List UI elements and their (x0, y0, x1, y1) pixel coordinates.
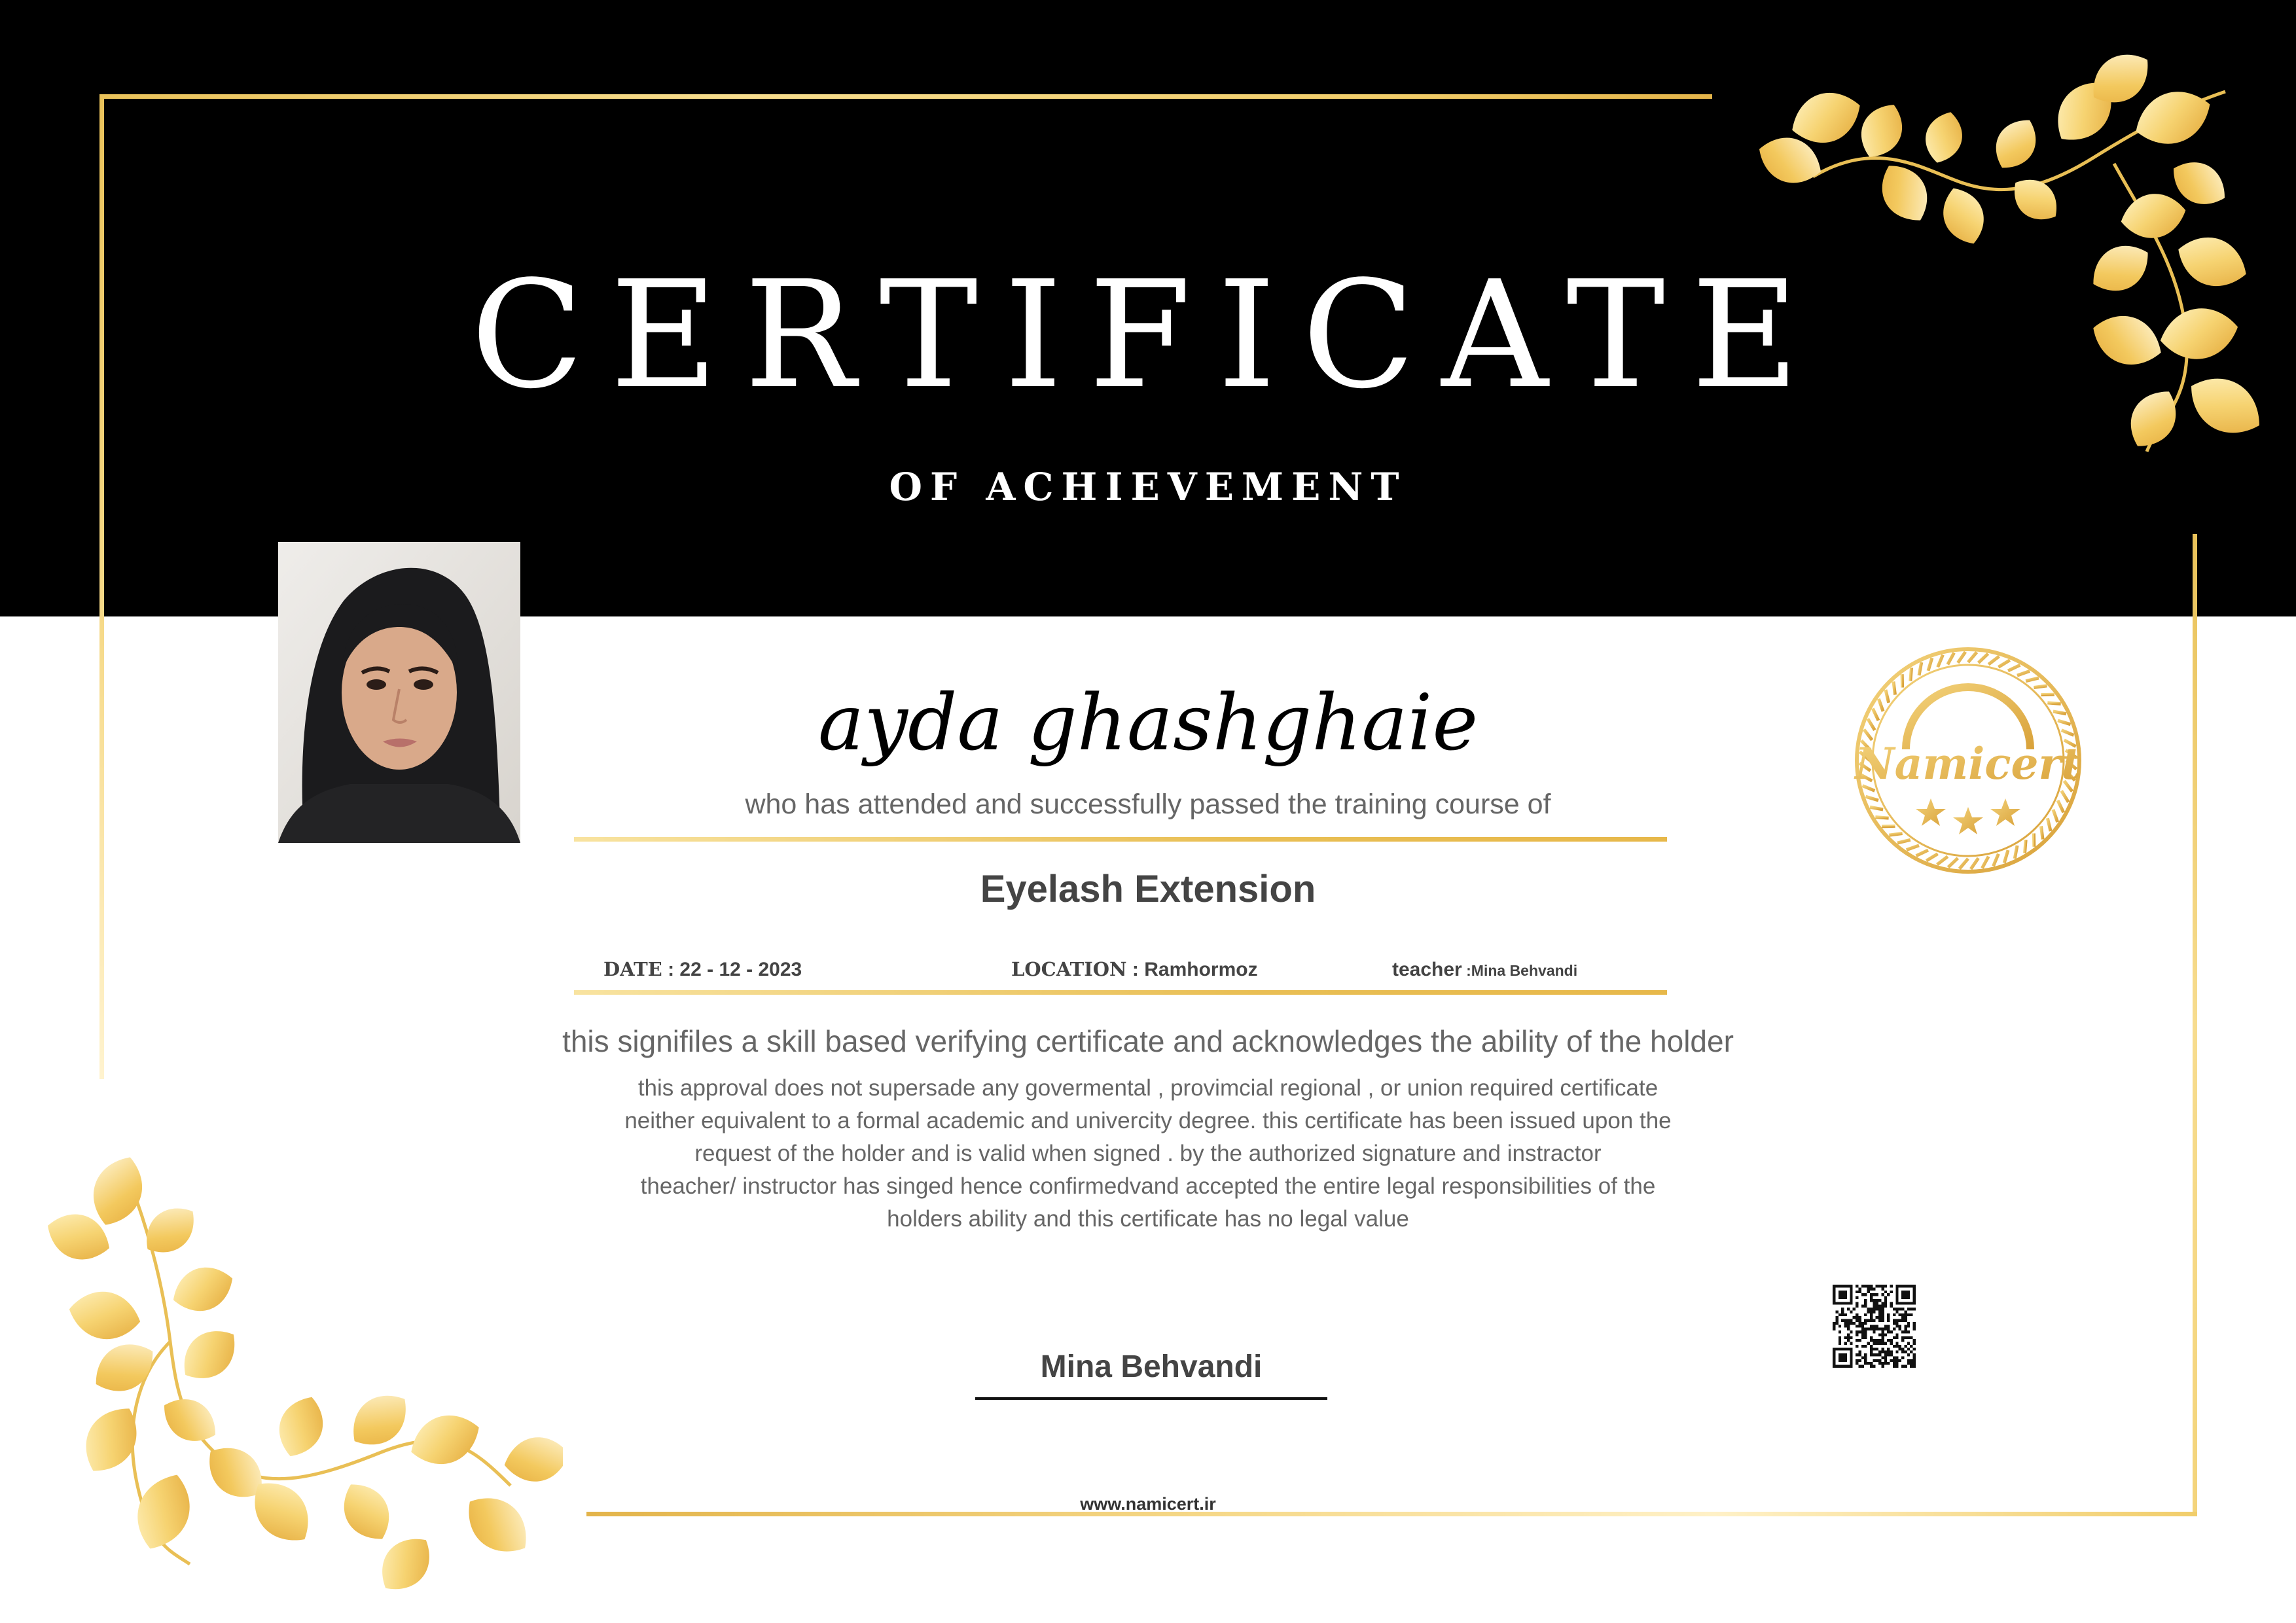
frame-bottom-rule (586, 1512, 2197, 1516)
leaf-icon (1935, 181, 1992, 250)
leaf-icon (403, 1405, 487, 1474)
disclaimer-line: holders ability and this certificate has no legal value (887, 1206, 1409, 1232)
date-value: 22 - 12 - 2023 (679, 959, 802, 980)
teacher-field (1392, 960, 1577, 980)
location-value: Ramhormoz (1144, 959, 1258, 980)
leaf-icon (455, 1484, 541, 1566)
disclaimer-line: this approval does not supersade any govermental , provimcial regional , or union required certificate (637, 1075, 1659, 1101)
qr-code-icon[interactable] (1833, 1285, 1916, 1368)
leaf-icon (171, 1318, 247, 1391)
website-link[interactable]: www.namicert.ir (1080, 1494, 1216, 1514)
certificate-title: CERTIFICATE (471, 249, 1825, 421)
leaf-icon (270, 1390, 332, 1463)
certificate-subtitle: OF ACHIEVEMENT (889, 465, 1407, 509)
leaf-icon (1871, 155, 1939, 231)
date-label: DATE (603, 958, 662, 980)
laurel-seal-icon (1852, 645, 2085, 877)
course-name: Eyelash Extension (980, 868, 1316, 910)
date-field (603, 960, 802, 980)
leaf-icon (1852, 96, 1912, 165)
signifies-statement: this signifiles a skill based verifying certificate and acknowledges the ability of the holder (562, 1024, 1734, 1058)
divider-rule (574, 990, 1667, 995)
location-field (1011, 960, 1258, 980)
date-separator: : (662, 959, 680, 980)
teacher-value: Mina Behvandi (1471, 962, 1578, 979)
frame-top-rule (99, 94, 1712, 99)
divider-rule (574, 837, 1667, 842)
leaf-icon (65, 1286, 145, 1345)
teacher-label: teacher (1392, 959, 1462, 980)
disclaimer-text (524, 1072, 1772, 1236)
frame-left-rule (99, 94, 104, 1079)
gold-leaves-bottom-left-icon (39, 1145, 563, 1590)
disclaimer-line: neither equivalent to a formal academic and univercity degree. this certificate has been issued upon the (624, 1108, 1672, 1133)
signature-line (975, 1397, 1327, 1400)
leaf-icon (2117, 188, 2189, 243)
signature-name: Mina Behvandi (1040, 1349, 1263, 1384)
leaf-icon (166, 1258, 240, 1320)
teacher-separator: : (1462, 962, 1471, 979)
leaf-icon (73, 1397, 149, 1482)
leaf-icon (154, 1389, 225, 1452)
seal-brand: Namicert (1855, 738, 2081, 789)
leaf-icon (1986, 111, 2046, 177)
leaf-icon (340, 1382, 419, 1458)
disclaimer-line: request of the holder and is valid when signed . by the authorized signature and instractor (694, 1141, 1602, 1166)
attended-statement: who has attended and successfully passed the training course of (745, 789, 1551, 820)
location-separator: : (1126, 959, 1145, 980)
recipient-name: ayda ghashghaie (817, 677, 1479, 768)
leaf-icon (332, 1474, 401, 1550)
disclaimer-line: theacher/ instructor has singed hence confirmedvand accepted the entire legal responsibilities of the (640, 1173, 1656, 1199)
leaf-icon (1920, 107, 1968, 168)
leaf-icon (2127, 80, 2218, 154)
leaf-icon (501, 1432, 563, 1487)
location-label: LOCATION (1011, 958, 1127, 980)
